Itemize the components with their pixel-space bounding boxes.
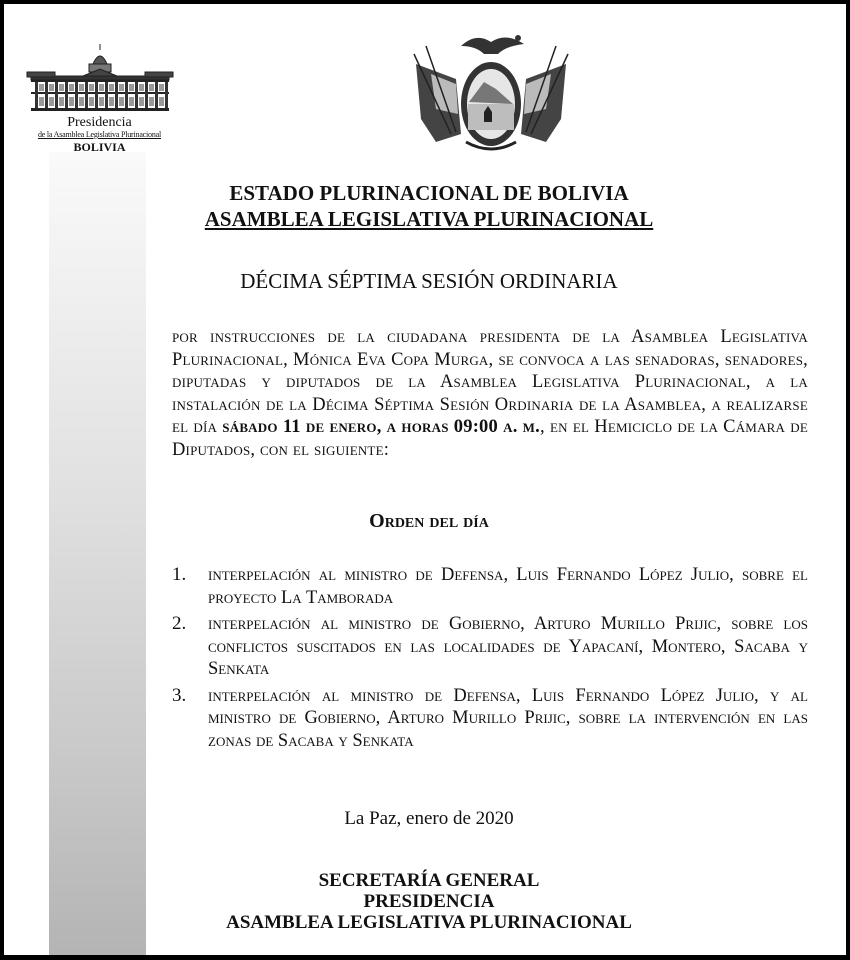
convocation-text-2: , en el Hemiciclo de la Cámara de Diputados, con el siguiente:	[172, 417, 808, 460]
signature-line-2: PRESIDENCIA	[363, 891, 495, 912]
convocation-date-time: sábado 11 de enero, a horas 09:00 a. m.	[222, 417, 540, 437]
legislative-palace-icon	[25, 42, 175, 114]
signature-line-1: SECRETARÍA GENERAL	[318, 870, 540, 891]
convocation-paragraph	[172, 326, 808, 461]
convocation-text-1: por instrucciones de la ciudadana presidenta de la Asamblea Legislativa Plurinacional, Mónica Eva Copa Murga, se convoca a las senadoras, senadores, diputadas y diputados de la Asamblea Legislativa Plurinacional, a la instalación de la Décima Séptima Sesión Ordinaria de la Asamblea, a realizarse el día	[172, 327, 808, 437]
assembly-title: ASAMBLEA LEGISLATIVA PLURINACIONAL	[204, 207, 654, 231]
agenda-item-number: 3.	[172, 684, 187, 706]
session-title: DÉCIMA SÉPTIMA SESIÓN ORDINARIA	[240, 269, 618, 293]
agenda-title: Orden del día	[369, 510, 489, 532]
document-header	[8, 180, 850, 232]
document-page	[4, 4, 846, 955]
agenda-item	[172, 613, 808, 681]
agenda-item-text: interpelación al ministro de Defensa, Luis Fernando López Julio, y al ministro de Gobierno, Arturo Murillo Prijic, sobre la intervención en las zonas de Sacaba y Senkata	[208, 685, 808, 751]
agenda-item-number: 2.	[172, 613, 187, 634]
logo-presidencia: Presidencia	[67, 115, 132, 130]
agenda-item-text: interpelación al ministro de Gobierno, Arturo Murillo Prijic, sobre los conflictos suscitados en las localidades de Yapacaní, Montero, Sacaba y Senkata	[208, 614, 808, 679]
place-date: La Paz, enero de 2020	[344, 808, 514, 829]
coat-of-arms-icon	[406, 24, 576, 154]
logo-bolivia: BOLIVIA	[73, 140, 126, 154]
state-title: ESTADO PLURINACIONAL DE BOLIVIA	[229, 181, 629, 205]
agenda-item-number: 1.	[172, 564, 187, 585]
signature-line-3: ASAMBLEA LEGISLATIVA PLURINACIONAL	[226, 912, 632, 933]
agenda-list	[172, 564, 808, 756]
signature-block	[8, 870, 850, 933]
logo-subtitle: de la Asamblea Legislativa Plurinacional	[37, 130, 162, 139]
agenda-item	[172, 685, 808, 753]
assembly-logo	[22, 42, 177, 154]
agenda-item	[172, 564, 808, 609]
agenda-item-text: interpelación al ministro de Defensa, Luis Fernando López Julio, sobre el proyecto La Tamborada	[208, 565, 808, 608]
